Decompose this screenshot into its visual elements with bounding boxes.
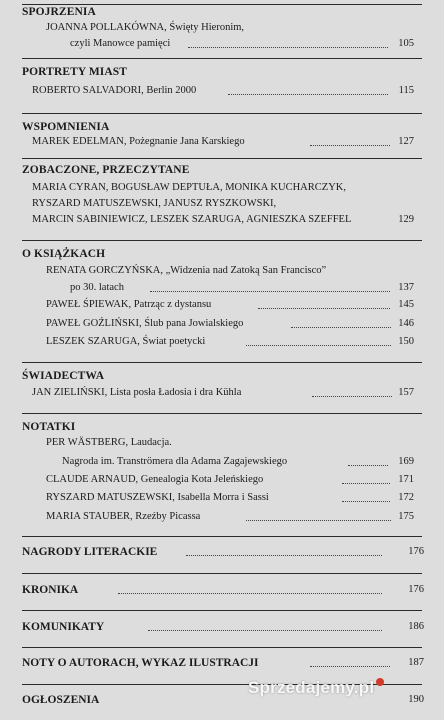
section-title-komunikaty: KOMUNIKATY [22, 621, 105, 633]
section-title-portrety-miast: PORTRETY MIAST [22, 66, 128, 78]
entry-author-title: PER WÄSTBERG, Laudacja. [46, 437, 172, 448]
page-number: 176 [408, 584, 424, 595]
entry-title: PAWEŁ ŚPIEWAK, Patrząc z dystansu [46, 299, 212, 310]
entry-title: MAREK EDELMAN, Pożegnanie Jana Karskiego [32, 136, 245, 147]
page-number: 171 [398, 474, 414, 485]
dot-leader [310, 145, 390, 146]
entry-author-title: RENATA GORCZYŃSKA, „Widzenia nad Zatoką San Francisco” [46, 265, 327, 276]
watermark-logo [248, 678, 384, 698]
page-number: 187 [408, 657, 424, 668]
section-title-spojrzenia: SPOJRZENIA [22, 6, 96, 18]
section-divider [22, 4, 422, 5]
page-number: 172 [398, 492, 414, 503]
entry-title: PAWEŁ GOŹLIŃSKI, Ślub pana Jowialskiego [46, 318, 244, 329]
section-title-kronika: KRONIKA [22, 584, 79, 596]
section-title-noty-o-autorach: NOTY O AUTORACH, WYKAZ ILUSTRACJI [22, 657, 259, 669]
entry-title: ROBERTO SALVADORI, Berlin 2000 [32, 85, 197, 96]
page-number: 150 [398, 336, 414, 347]
dot-leader [342, 483, 390, 484]
page-number: 115 [398, 85, 414, 96]
section-divider [22, 113, 422, 114]
entry-authors: MARCIN SABINIEWICZ, LESZEK SZARUGA, AGNIESZKA SZEFFEL [32, 214, 352, 225]
dot-leader [258, 308, 390, 309]
page-number: 190 [408, 694, 424, 705]
section-divider [22, 536, 422, 537]
dot-leader [348, 465, 388, 466]
section-title-zobaczone-przeczytane: ZOBACZONE, PRZECZYTANE [22, 164, 190, 176]
entry-title: MARIA STAUBER, Rzeźby Picassa [46, 511, 201, 522]
section-divider [22, 158, 422, 159]
dot-leader [118, 593, 382, 594]
section-title-notatki: NOTATKI [22, 421, 76, 433]
dot-leader [342, 501, 390, 502]
toc-entry [46, 336, 414, 347]
page-number: 127 [398, 136, 414, 147]
section-title-ogloszenia: OGŁOSZENIA [22, 694, 100, 706]
entry-title: Nagroda im. Tranströmera dla Adama Zagajewskiego [62, 456, 288, 467]
toc-entry [70, 38, 414, 49]
section-title-nagrody-literackie: NAGRODY LITERACKIE [22, 546, 158, 558]
dot-leader [246, 345, 391, 346]
dot-leader [312, 396, 392, 397]
toc-entry [70, 282, 414, 293]
section-divider [22, 58, 422, 59]
toc-section-row [22, 621, 424, 633]
toc-entry [46, 318, 414, 329]
dot-leader [228, 94, 388, 95]
toc-entry [46, 511, 414, 522]
toc-section-row [22, 584, 424, 596]
toc-section-row [22, 546, 424, 558]
dot-leader [186, 555, 382, 556]
section-divider [22, 362, 422, 363]
section-title-swiadectwa: ŚWIADECTWA [22, 370, 105, 382]
watermark-text: Sprzedajemy.pl [248, 678, 375, 697]
page-number: 175 [398, 511, 414, 522]
entry-authors: MARIA CYRAN, BOGUSŁAW DEPTUŁA, MONIKA KUCHARCZYK, [32, 182, 346, 193]
page-number: 176 [408, 546, 424, 557]
dot-leader [310, 666, 390, 667]
dot-leader [148, 630, 382, 631]
section-divider [22, 610, 422, 611]
entry-title: CLAUDE ARNAUD, Genealogia Kota Jeleńskiego [46, 474, 264, 485]
toc-entry [32, 214, 414, 225]
section-divider [22, 413, 422, 414]
toc-entry [46, 492, 414, 503]
section-title-wspomnienia: WSPOMNIENIA [22, 121, 110, 133]
toc-entry [62, 456, 414, 467]
entry-title: RYSZARD MATUSZEWSKI, Isabella Morra i Sassi [46, 492, 269, 503]
toc-entry [46, 299, 414, 310]
entry-author-title: JOANNA POLLAKÓWNA, Święty Hieronim, [46, 22, 245, 33]
toc-entry [32, 387, 414, 398]
page-number: 145 [398, 299, 414, 310]
section-title-o-ksiazkach: O KSIĄŻKACH [22, 248, 106, 260]
page-number: 169 [398, 456, 414, 467]
section-divider [22, 647, 422, 648]
section-divider [22, 573, 422, 574]
entry-title: LESZEK SZARUGA, Świat poetycki [46, 336, 206, 347]
entry-title: po 30. latach [70, 282, 124, 293]
page-number: 137 [398, 282, 414, 293]
entry-title: JAN ZIELIŃSKI, Lista posła Ładosia i dra Kühla [32, 387, 242, 398]
dot-leader [291, 327, 391, 328]
page-number: 129 [398, 214, 414, 225]
toc-entry [32, 136, 414, 147]
section-divider [22, 240, 422, 241]
entry-title: czyli Manowce pamięci [70, 38, 171, 49]
entry-authors: RYSZARD MATUSZEWSKI, JANUSZ RYSZKOWSKI, [32, 198, 277, 209]
page-number: 146 [398, 318, 414, 329]
page-number: 105 [398, 38, 414, 49]
dot-leader [150, 291, 390, 292]
watermark-dot-icon [376, 678, 384, 686]
dot-leader [246, 520, 391, 521]
page-number: 157 [398, 387, 414, 398]
toc-entry [46, 474, 414, 485]
dot-leader [188, 47, 388, 48]
toc-entry [32, 85, 414, 96]
page-number: 186 [408, 621, 424, 632]
toc-section-row [22, 657, 424, 669]
